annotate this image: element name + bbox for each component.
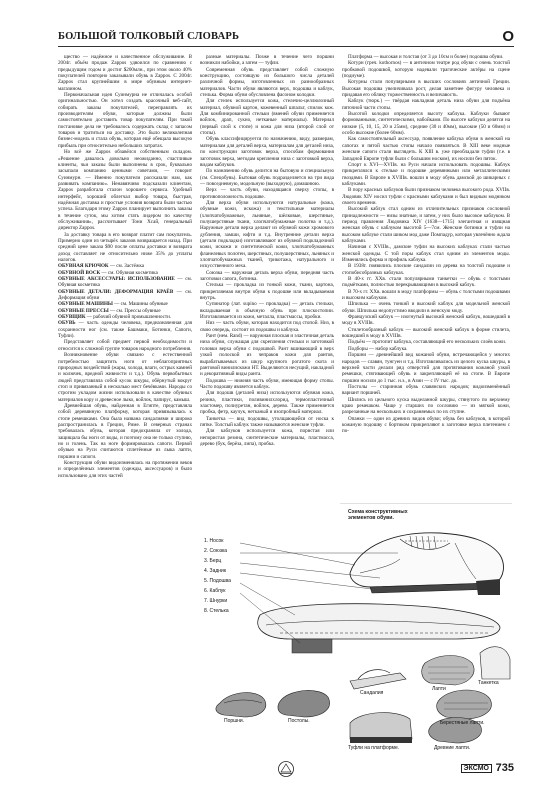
- paragraph: Конструкция обуви видоизменялась на протяжении веков и определённых элементов (одежды, аксессуаров) и было использовано для этих частей: [58, 460, 192, 479]
- paragraph: ОБУВНАЯ КРЮЧОК — см. Застёжка: [58, 263, 145, 270]
- running-header: [58, 30, 514, 47]
- paragraph: Для каблуков используется кожа, пористая или непористая резина, синтетические материалы, пластмасса, дерево (бук, берёза, липа), пробка.: [200, 428, 334, 447]
- paragraph: Танкетка — вид подошвы, утолщающейся от носка к пятке. Толстый каблук также называются женские туфли.: [200, 415, 334, 428]
- headword: ОБУВНАЯ КРЮЧОК: [58, 263, 109, 270]
- paragraph: Спорт к XVI—XVIIв. на Руси начали использовать подошвы. Каблук прикреплялся к стельке и подошве деревянными или металлическими гвоздями. В Европе в XVIIIв. вошли в моду обувь дамской до шикарных с каблуками.: [342, 161, 510, 187]
- paragraph: Высотой колодки определяется высоту каблука. Каблуки бывают формованными, синтетическими, набойками. По высоте каблуки делятся на низкие (5, 10, 15, 20 и 25мм), средние (30 и 40мм), высокие (50 и 60мм) и особо высокие (более 60мм).: [342, 111, 510, 137]
- paragraph: Поршни — древнейший вид кожаной обуви, встречающейся у многих народов — славян, тунгуен и т.д. Изготавливались из целого куска шкуры, в верхней части делали ряд отверстий для протягивания кожаной узкой ремешки, стягивающей обувь и закрепляющей её на стопе. В Европе поршни носили до 1 тыс. н.э., в Азии — с IV тыс. до.: [342, 352, 510, 384]
- page-footer: [58, 762, 514, 782]
- paragraph: Котурн (греч. kothornos) — в античном театре род обуви с очень толстой пробковой подошвой, которую надевали трагические актёры на сцене (подиуме).: [342, 60, 510, 80]
- paragraph: ОБУВНЫЕ ПРЕССЫ — см. Прессы обувные: [58, 307, 161, 314]
- publisher-logo: ЭКСМО: [461, 764, 492, 773]
- paragraph: Союзка — наружная деталь верха обуви, передняя часть заготовки сапога, ботинка.: [200, 269, 334, 283]
- wedge-caption: Танкетка: [478, 680, 499, 686]
- figure-label-1: 1. Носок: [204, 538, 224, 544]
- paragraph: Для верха обуви используются натуральные (кожа, обувные кожи, искожа) и текстильные материалы (хлопчатобумажные, льняные, шёлковые, шерстяные, полушерстяные ткани, хлопчатобумажные полотна и т.д.). Наружные детали верха делают из обувной кожи хромового дубления, замши, юфти и т.д. Внутренние детали верха (детали подкладки) изготавливают из обувной подкладочной кожи, искожи и синтетической кожи, хлопчатобумажных фланелевых полотен, шерстяных, полушерстяных, льняных и хлопчатобумажных тканей, трикотажа, натурального и искусственного меха.: [200, 199, 334, 270]
- paragraph: разные материалы. Позже в течение чего поршни возникли набойки, а затем — туфли.: [200, 54, 334, 67]
- paragraph: Верх — часть обуви, находящаяся сверху стопы, в противоположность подошве.: [200, 187, 334, 200]
- paragraph: Для подошв (деталей низа) используются обувная кожа, резина, пластики, поливинилхлорид, термопластичный эластомер, полиуретан, войлок, дерево. Также применяется пробка, фетр, каучук, нетканый и изопробный материал.: [200, 390, 334, 416]
- platform-caption: Туфли на платформе.: [348, 745, 400, 751]
- paragraph: В пору красных каблуков были признаком человека высокого рода. XVIIв. Людовик XIV носил туфли с красными каблуками и был видным модником своего времени.: [342, 187, 510, 206]
- paragraph: Рант (нем. Rand) — наружная плоская и эластичная деталь низа обуви, служащая для скрепления стельки и заготовкой головки верха обуви с подошвой. Рант вшивающий в верх узкой полоской из чепраков кожи для рантов, вырабатываемых из шкур крупного рогатого скота и рантовой винилискожи НТ. Выделяются несущий, накладной и декоративный виды ранта.: [200, 333, 334, 378]
- paragraph: Для стелек используется кожа, стелечно-целлюлозный материал, обувной картон, кожевенный шпальт, спилок кож. Для комбинированной стельки (вменей обуви применяется войлок, драп, сукно, нетканые материалы). Материал (первый слой к стопе) и кожа для низа (второй слой от стопы).: [200, 98, 334, 137]
- paragraph: Современная обувь представляет собой сложную конструкцию, состоящую из большого числа деталей различной формы, изготовленных из разнообразных материалов. Части обуви являются верх, подошва и каблук, стелька. Форма обуви обусловлена фасоном колодки.: [200, 66, 334, 99]
- text-column-1: [58, 54, 192, 759]
- paragraph: ОБУВНЫЕ МАШИНЫ — см. Машины обувные: [58, 301, 168, 308]
- paragraph: В 40-х гг. XXв. стали популярными танкетки — обувь с толстыми подмётками, полностью перекрывающими в высокий каблук.: [342, 276, 510, 289]
- paragraph: ОБУВНОЙ ВОСК — см. Обувная косметика: [58, 269, 158, 276]
- paragraph: Низ — часть обуви, которая находится под стопой. Низ, в свою очередь, состоит из подошвы и каблука.: [200, 320, 334, 333]
- headword: ОБУВЬ: [58, 320, 76, 327]
- text-column-3: [342, 54, 510, 498]
- figure-label-7: 7. Шнурки: [204, 598, 228, 604]
- figure-label-2: 2. Союзка: [204, 548, 228, 554]
- figure-label-8: 8. Стелька: [204, 608, 229, 614]
- paragraph: Шпилька — очень тонкий и высокий каблук для модельной женской обуви. Шпилька недопустимо вводили в женскую моду.: [342, 301, 510, 314]
- header-title: БОЛЬШОЙ ТОЛКОВЫЙ СЛОВАРЬ: [58, 31, 240, 42]
- paragraph: За доставку товара в его возврат платит сам покупатель. Примерно один из четырёх заказов возвращается назад. При средний цене заказа $90 после оплаты доставки и возврата доход составляет не относительно ниже 35% до уплаты налогов.: [58, 231, 192, 263]
- paragraph: Шились из цельного куска выделанной шкуры, стянутого по верхнему краю ремешком. Чаще у старших по сословию — из мягкой кожи, разрезанные на нескольких и сохраняемых по их ступне.: [342, 396, 510, 416]
- figure-label-3: 3. Берц: [204, 558, 222, 564]
- paragraph: ОБУВНЫЕ ДЕТАЛИ: ДЕФОРМАЦИЯ КРАЁВ — см. Деформация обуви: [58, 288, 192, 302]
- paragraph: Подборы — набор каблука.: [348, 345, 408, 352]
- wedge-drawing: [480, 647, 510, 679]
- sandal-drawing: [350, 670, 406, 689]
- paragraph: Представляет собой предмет первой необходимости и относится к сложной группе товаров народного потребления.: [58, 339, 192, 352]
- paragraph: Подошва — нижняя часть обуви, имеющая форму стопы. Часто подошву является каблук.: [200, 377, 334, 390]
- porsh-drawing: [216, 693, 266, 717]
- paragraph: ОБУВЩИК — рабочий обувной промышленности.: [58, 314, 172, 321]
- birch-caption: Берестяные лапти.: [440, 720, 485, 726]
- figure-label-6: 6. Каблук: [204, 588, 226, 594]
- ancient-caption: Древние лапти.: [434, 745, 471, 751]
- birch-bast-drawing: [437, 690, 492, 719]
- paragraph: Высокий каблук стал одним из отличительных признаков сословной принадлежности — низы знатные, и затем, у них было высокое каблуком. В период правления Людовика XIV (1638—1715) элегантная и изящная женская обувь с каблуком высотой 5—7см. Женские ботинки и туфли на высоком каблуке стали шиком мод даже Помпадур, которая увлечённо ждала каблуками.: [342, 206, 510, 244]
- paragraph: Возникновение обуви связано с естественной потребностью защитить ноги от неблагоприятных природных воздействий (жары, холода, влаги, острых камней и колючек, вредной живности и т.д.). Обувь первобытных людей представляла собой кусок шкуры, обёрнутый вокруг стоп и привязанный в несколько мест бечёвками. Народы со строгим укладом жизни использовали в качестве обувных материалов кору и древесное лыко, войлок, папирус, камыш.: [58, 352, 192, 403]
- headword: ОБУВНЫЕ МАШИНЫ: [58, 301, 113, 308]
- paragraph: Опанки — один из древних видов обуви; обувь без каблуков, в которой кожаную подошву с бортиком прикрепляют к заготовке верха плетением с по-: [342, 415, 510, 435]
- paragraph: Начиная с XVIIIв., дамские туфли на высоких каблуках стали частью женской одежды. С той поры каблук стал одним из элементов моды. Изменялись форма и профиль каблука.: [342, 244, 510, 263]
- sandal-caption: Сандалия: [360, 690, 384, 696]
- postoly-caption: Постолы.: [288, 718, 310, 724]
- figure-title: Схема конструктивных элементов обуви.: [348, 509, 408, 521]
- paragraph: Древнейшая обувь, найденная в Египте, представляла собой деревянную платформу, которая привязывалась к стопе ремешками. Она была названа сандалиями и широко распространилась в Греции, Риме. В северных странах требовалась обувь, которая предохраняла от холода, защищала бы ноги от воды, и поэтому она не только ступню, но и голень. Так на ноге формировалась сапоги. Первой обувью на Руси считаются сплетённые из лыка лапти, поршни и сапоги.: [58, 402, 192, 460]
- paragraph: В 70-х гг. XXв. вошли в моду платформы — обувь с толстыми подошвами и высоким каблуком.: [342, 288, 510, 302]
- headword: ОБУВНЫЕ АКСЕССУАРЫ: ИСПОЛЬЗОВАНИЕ: [58, 276, 175, 283]
- paragraph: Супинатор (лат. supino — прокладка) — деталь стельки, вкладываемая в обычную обувь при плоскостопии. Изготавливается из кожи, металла, пластмассы, пробки.: [200, 301, 334, 321]
- publisher-emblem-icon: [276, 760, 296, 778]
- paragraph: Котурны стали популярными в высших сословиях античной Греции. Высокая подошва увеличивала рост, делая заметнее фигуру человека и придавая его облику торжественность и величавость.: [342, 79, 510, 99]
- paragraph: Первоначальная идея Суинмурна не отличалась особой оригинальностью. Он хотел создать красочный веб-сайт, собирать заказы покупателей, переправлять их производителям обуви, которые должны были самостоятельно доставить товар покупателям. При такой постановке дела не требовалось содержать склад с запасом товаров и тратиться на доставку. Это было великолепная бизнес-модель и стала обувь, которая ещё обещала высокую прибыль при относительно небольших затратах.: [58, 92, 192, 149]
- paragraph: Каблук (тюрк.) — твёрдая накладная деталь низа обуви для подъёма пяточной части стопы.: [342, 98, 510, 111]
- bast-caption: Лапти: [432, 686, 446, 692]
- headword: ОБУВНОЙ ВОСК: [58, 269, 101, 276]
- paragraph: Стелька — прокладка из тонкой кожи, ткани, картона, прикрепляемая внутри обуви к подошве или вкладываемая внутрь.: [200, 282, 334, 302]
- sole-cutaway-drawing: [258, 604, 500, 653]
- headword: ОБУВНЫЕ ДЕТАЛИ: ДЕФОРМАЦИЯ КРАЁВ: [58, 288, 174, 295]
- porsh-caption: Поршни.: [224, 718, 245, 724]
- paragraph: Как самостоятельный аксессуар, появление каблука обуви в женской на сапогах и пятой частью стопы начало появляться. В XIII веке модные женские сапоги стали выглядеть. К XIII в. уже преобладали туфли (т.е. в Западной Европе туфли были с большим носком), их носили без пяток.: [342, 136, 510, 162]
- paragraph: Обувь классифицируется по назначению, виду, размерам, материалам для деталей верха, материалам для деталей низа, по конструкции заготовок верха, способам формования заготовок верха, методам крепления низа с заготовкой верха, видам каблуков.: [200, 136, 334, 168]
- text-column-2: [200, 54, 334, 498]
- paragraph: В 1938г. появились плоские сандалии из дерева на толстой подошве и стопобисобразных каблуках.: [342, 263, 510, 276]
- paragraph: Постолы — старинная обувь славянских народов; видоизменённый вариант поршней.: [342, 383, 510, 397]
- header-letter: О: [502, 28, 514, 45]
- paragraph: Стилетообразный каблук — высокий женский каблук в форме стилета, вошедший в моду в XVIIIв.: [342, 326, 510, 340]
- paragraph: ОБУВНЫЕ АКСЕССУАРЫ: ИСПОЛЬЗОВАНИЕ — см. Обувная косметика: [58, 276, 192, 289]
- paragraph: ОБУВЬ — часть одежды человека, предназначенная для сохранности ног (см. также Башмаки, Ботинки, Сапоги, Туфли).: [58, 320, 192, 340]
- figure-label-4: 4. Задник: [204, 568, 227, 574]
- headword: ОБУВЩИК: [58, 314, 86, 321]
- paragraph: Но всё же Zappos обзавёлся собственным складом. «Решение давалось довольно неожиданно, счастливые клиенты, чьи заказы были выполнены в срок, буквально засыпали компанию ценными советами, — говорит Суинмурн. — Именно покупатели рассказали нам, как развивать компанию». Ненавязчиво подсказали клиентам, Zappos разработала сталон хорошего сервиса. Удобный интерфейс, хороший облегчал выбор товара, быстрая, надёжная доставка и простые условия возврата были частью успеха. Благодаря этому Zappos планирует выполнить заказы в течение суток, мы хотим стать лидером по качеству обслуживания», рассчитывает Тони Хсай, генеральный директор Zappos.: [58, 149, 192, 232]
- bast-shoe-drawing: [422, 656, 474, 686]
- paragraph: Французский каблук — изогнутый высокий женский каблук, вошедший в моду в XVIIIв.: [342, 314, 510, 327]
- paragraph: Подъём — протопит каблука, составляющий его нескольких слоёв кожи.: [348, 339, 507, 346]
- paragraph: Платформа — высокая и толстая (от 3 до 10см и более) подошва обуви.: [348, 54, 504, 60]
- headword: ОБУВНЫЕ ПРЕССЫ: [58, 307, 109, 314]
- platform-shoe-drawing: [350, 713, 412, 743]
- paragraph: щество — надёжное и качественное обслуживание. В 2004г. объём продаж Zappos удвоился по сравнению с предыдущим годом и достиг $200млн., при этом около 40% покупателей повторно заказывали обувь в Zappos. С 2004г. Zappos стал крупнейшим в мире обувным интернет-магазином.: [58, 54, 192, 92]
- postoly-drawing: [278, 690, 330, 717]
- oxford-shoe-drawing: [350, 533, 503, 595]
- page-number: 735: [495, 762, 514, 774]
- figure-label-5: 5. Подошва: [204, 578, 231, 584]
- shoe-illustration: [200, 503, 512, 758]
- paragraph: По назначению обувь делится на бытовую и специальную (см. Спецобувь). Бытовая обувь подразделяется на три вида — повседневную, модельную (выходную), домашнюю.: [200, 168, 334, 187]
